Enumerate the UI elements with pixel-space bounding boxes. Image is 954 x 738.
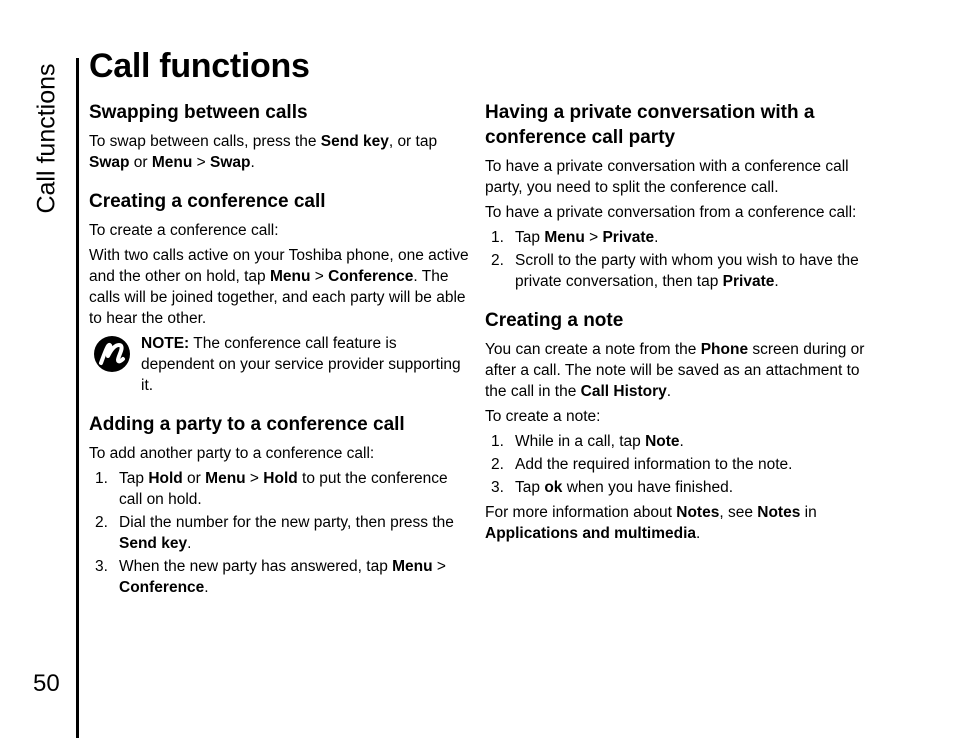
section-private — [485, 100, 867, 292]
side-rule — [76, 58, 79, 738]
heading-conference: Creating a conference call — [89, 191, 326, 212]
adding-steps — [89, 468, 469, 598]
page-title: Call functions — [89, 47, 310, 85]
list-item: 2. Dial the number for the new party, then press the Send key. — [95, 514, 454, 552]
section-conference — [89, 189, 469, 396]
adding-intro: To add another party to a conference call: — [89, 445, 375, 462]
right-column — [485, 100, 867, 560]
private-paragraph-1: To have a private conversation with a conference call party, you need to split the conference call. — [485, 158, 849, 196]
heading-swapping: Swapping between calls — [89, 102, 308, 123]
note-icon — [93, 335, 131, 373]
conference-intro: To create a conference call: — [89, 222, 279, 239]
private-paragraph-2: To have a private conversation from a conference call: — [485, 204, 857, 221]
note-paragraph-2: To create a note: — [485, 408, 601, 425]
heading-adding-party: Adding a party to a conference call — [89, 414, 405, 435]
note-paragraph-3: For more information about Notes, see Notes in Applications and multimedia. — [485, 504, 817, 542]
section-swapping — [89, 100, 469, 173]
heading-note: Creating a note — [485, 310, 624, 331]
side-chapter-label: Call functions — [32, 62, 61, 214]
private-steps — [485, 227, 867, 292]
note-paragraph-1: You can create a note from the Phone screen during or after a call. The note will be saved as an attachment to the call in the Call History. — [485, 341, 865, 400]
swap-paragraph: To swap between calls, press the Send key, or tap Swap or Menu > Swap. — [89, 133, 438, 171]
list-item: 1. Tap Hold or Menu > Hold to put the conference call on hold. — [95, 470, 448, 508]
section-note — [485, 308, 867, 544]
conference-paragraph: With two calls active on your Toshiba phone, one active and the other on hold, tap Menu > Conference. The calls will be joined together, and each party will be able to hear the other. — [89, 247, 469, 327]
list-item: 2. Add the required information to the note. — [491, 456, 793, 473]
note-steps — [485, 431, 867, 498]
list-item: 3. Tap ok when you have finished. — [491, 479, 734, 496]
list-item: 1. While in a call, tap Note. — [491, 433, 684, 450]
list-item: 1. Tap Menu > Private. — [491, 229, 659, 246]
note-text: NOTE: The conference call feature is dependent on your service provider supporting it. — [141, 335, 461, 394]
heading-private: Having a private conversation with a conference call party — [485, 102, 815, 148]
list-item: 3. When the new party has answered, tap Menu > Conference. — [95, 558, 446, 596]
note-box — [89, 333, 469, 396]
section-adding-party — [89, 412, 469, 598]
left-column — [89, 100, 469, 614]
page-number: 50 — [33, 670, 60, 697]
list-item: 2. Scroll to the party with whom you wish to have the private conversation, then tap Private. — [491, 252, 859, 290]
